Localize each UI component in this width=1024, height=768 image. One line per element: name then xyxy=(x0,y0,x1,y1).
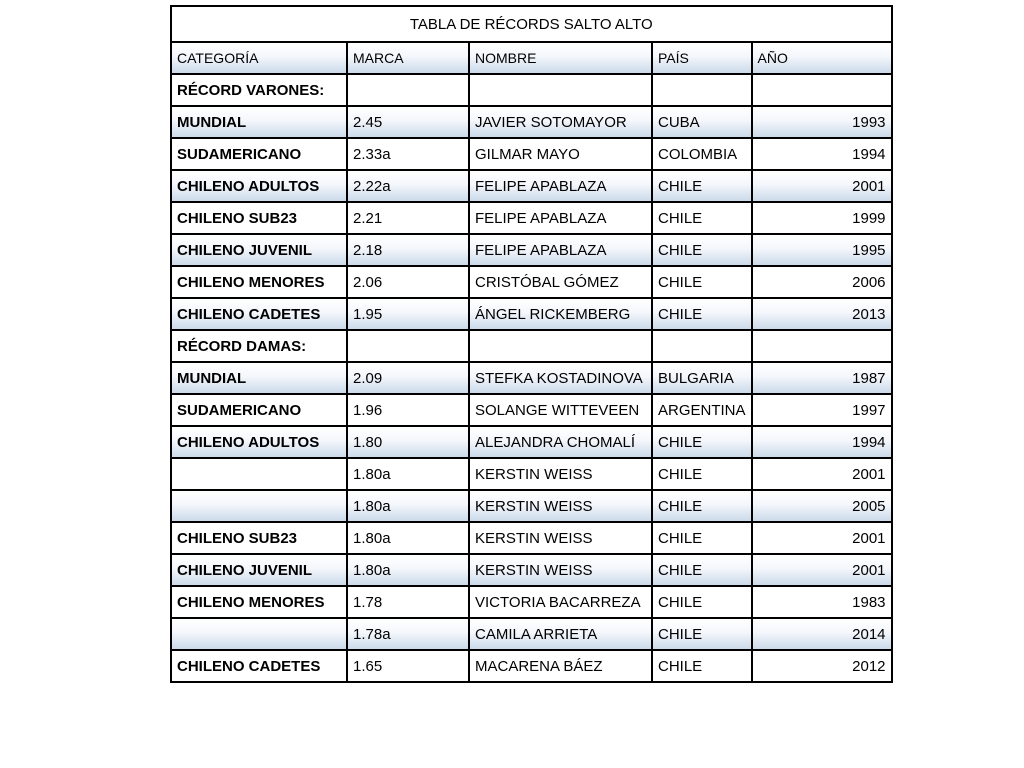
cell-anio: 1997 xyxy=(752,394,892,426)
cell-anio: 1995 xyxy=(752,234,892,266)
cell-anio xyxy=(752,330,892,362)
cell-pais xyxy=(652,330,752,362)
table-row xyxy=(171,298,892,330)
cell-nombre: GILMAR MAYO xyxy=(469,138,652,170)
cell-categoria: CHILENO MENORES xyxy=(171,586,347,618)
table-row xyxy=(171,202,892,234)
header-row xyxy=(171,42,892,74)
cell-categoria: MUNDIAL xyxy=(171,362,347,394)
table-row xyxy=(171,490,892,522)
cell-nombre: KERSTIN WEISS xyxy=(469,490,652,522)
cell-categoria: SUDAMERICANO xyxy=(171,394,347,426)
cell-marca: 1.95 xyxy=(347,298,469,330)
table-row xyxy=(171,170,892,202)
title-row xyxy=(171,6,892,42)
table-row xyxy=(171,362,892,394)
table-row xyxy=(171,234,892,266)
cell-anio: 2012 xyxy=(752,650,892,682)
cell-marca: 1.80a xyxy=(347,554,469,586)
cell-nombre: ÁNGEL RICKEMBERG xyxy=(469,298,652,330)
cell-pais: CHILE xyxy=(652,298,752,330)
cell-pais: CHILE xyxy=(652,426,752,458)
cell-pais: CHILE xyxy=(652,266,752,298)
cell-anio: 2013 xyxy=(752,298,892,330)
cell-marca: 1.80 xyxy=(347,426,469,458)
cell-anio: 2001 xyxy=(752,170,892,202)
cell-anio: 2014 xyxy=(752,618,892,650)
header-pais: PAÍS xyxy=(652,42,752,74)
cell-pais: CHILE xyxy=(652,554,752,586)
cell-marca: 1.96 xyxy=(347,394,469,426)
cell-nombre: FELIPE APABLAZA xyxy=(469,234,652,266)
cell-pais: CHILE xyxy=(652,650,752,682)
cell-marca: 2.33a xyxy=(347,138,469,170)
cell-marca: 2.21 xyxy=(347,202,469,234)
cell-anio: 2001 xyxy=(752,522,892,554)
cell-categoria: CHILENO ADULTOS xyxy=(171,170,347,202)
cell-marca: 1.78a xyxy=(347,618,469,650)
cell-pais: CUBA xyxy=(652,106,752,138)
cell-categoria: MUNDIAL xyxy=(171,106,347,138)
cell-categoria: RÉCORD DAMAS: xyxy=(171,330,347,362)
table-row xyxy=(171,586,892,618)
cell-pais: CHILE xyxy=(652,586,752,618)
cell-marca: 1.80a xyxy=(347,458,469,490)
cell-marca xyxy=(347,330,469,362)
cell-marca: 1.80a xyxy=(347,490,469,522)
table-row xyxy=(171,330,892,362)
cell-marca: 2.45 xyxy=(347,106,469,138)
table-row xyxy=(171,650,892,682)
cell-nombre: FELIPE APABLAZA xyxy=(469,202,652,234)
cell-marca: 2.22a xyxy=(347,170,469,202)
records-table xyxy=(170,5,893,683)
table-row xyxy=(171,522,892,554)
cell-categoria xyxy=(171,490,347,522)
cell-pais: CHILE xyxy=(652,490,752,522)
cell-nombre: ALEJANDRA CHOMALÍ xyxy=(469,426,652,458)
cell-marca: 1.80a xyxy=(347,522,469,554)
table-row xyxy=(171,266,892,298)
table-row xyxy=(171,426,892,458)
cell-anio: 1999 xyxy=(752,202,892,234)
header-categoria: CATEGORÍA xyxy=(171,42,347,74)
table-row xyxy=(171,618,892,650)
cell-categoria xyxy=(171,458,347,490)
cell-pais: ARGENTINA xyxy=(652,394,752,426)
cell-nombre: CAMILA ARRIETA xyxy=(469,618,652,650)
cell-categoria: SUDAMERICANO xyxy=(171,138,347,170)
cell-categoria xyxy=(171,618,347,650)
cell-pais: CHILE xyxy=(652,234,752,266)
cell-nombre xyxy=(469,74,652,106)
cell-categoria: CHILENO SUB23 xyxy=(171,202,347,234)
cell-pais: CHILE xyxy=(652,458,752,490)
header-nombre: NOMBRE xyxy=(469,42,652,74)
cell-categoria: CHILENO MENORES xyxy=(171,266,347,298)
cell-nombre: KERSTIN WEISS xyxy=(469,458,652,490)
cell-categoria: CHILENO ADULTOS xyxy=(171,426,347,458)
cell-nombre xyxy=(469,330,652,362)
cell-categoria: CHILENO CADETES xyxy=(171,298,347,330)
cell-pais: CHILE xyxy=(652,170,752,202)
table-row xyxy=(171,458,892,490)
cell-categoria: RÉCORD VARONES: xyxy=(171,74,347,106)
cell-anio: 1994 xyxy=(752,426,892,458)
cell-anio: 2006 xyxy=(752,266,892,298)
cell-categoria: CHILENO CADETES xyxy=(171,650,347,682)
cell-marca: 1.78 xyxy=(347,586,469,618)
cell-anio: 1987 xyxy=(752,362,892,394)
table-row xyxy=(171,106,892,138)
table-row xyxy=(171,74,892,106)
cell-nombre: SOLANGE WITTEVEEN xyxy=(469,394,652,426)
cell-categoria: CHILENO JUVENIL xyxy=(171,554,347,586)
cell-pais xyxy=(652,74,752,106)
cell-categoria: CHILENO SUB23 xyxy=(171,522,347,554)
cell-marca: 2.18 xyxy=(347,234,469,266)
table-row xyxy=(171,138,892,170)
cell-nombre: VICTORIA BACARREZA xyxy=(469,586,652,618)
cell-anio: 2001 xyxy=(752,554,892,586)
cell-anio: 1993 xyxy=(752,106,892,138)
cell-anio xyxy=(752,74,892,106)
table-title: TABLA DE RÉCORDS SALTO ALTO xyxy=(171,6,892,42)
table-row xyxy=(171,394,892,426)
cell-nombre: STEFKA KOSTADINOVA xyxy=(469,362,652,394)
header-anio: AÑO xyxy=(752,42,892,74)
cell-anio: 1983 xyxy=(752,586,892,618)
cell-pais: COLOMBIA xyxy=(652,138,752,170)
cell-marca xyxy=(347,74,469,106)
cell-marca: 2.06 xyxy=(347,266,469,298)
cell-anio: 1994 xyxy=(752,138,892,170)
cell-pais: CHILE xyxy=(652,522,752,554)
cell-pais: CHILE xyxy=(652,202,752,234)
cell-nombre: FELIPE APABLAZA xyxy=(469,170,652,202)
cell-nombre: JAVIER SOTOMAYOR xyxy=(469,106,652,138)
cell-marca: 2.09 xyxy=(347,362,469,394)
header-marca: MARCA xyxy=(347,42,469,74)
cell-anio: 2005 xyxy=(752,490,892,522)
cell-pais: BULGARIA xyxy=(652,362,752,394)
table-row xyxy=(171,554,892,586)
cell-categoria: CHILENO JUVENIL xyxy=(171,234,347,266)
cell-pais: CHILE xyxy=(652,618,752,650)
cell-marca: 1.65 xyxy=(347,650,469,682)
cell-nombre: KERSTIN WEISS xyxy=(469,554,652,586)
cell-anio: 2001 xyxy=(752,458,892,490)
cell-nombre: KERSTIN WEISS xyxy=(469,522,652,554)
cell-nombre: CRISTÓBAL GÓMEZ xyxy=(469,266,652,298)
cell-nombre: MACARENA BÁEZ xyxy=(469,650,652,682)
